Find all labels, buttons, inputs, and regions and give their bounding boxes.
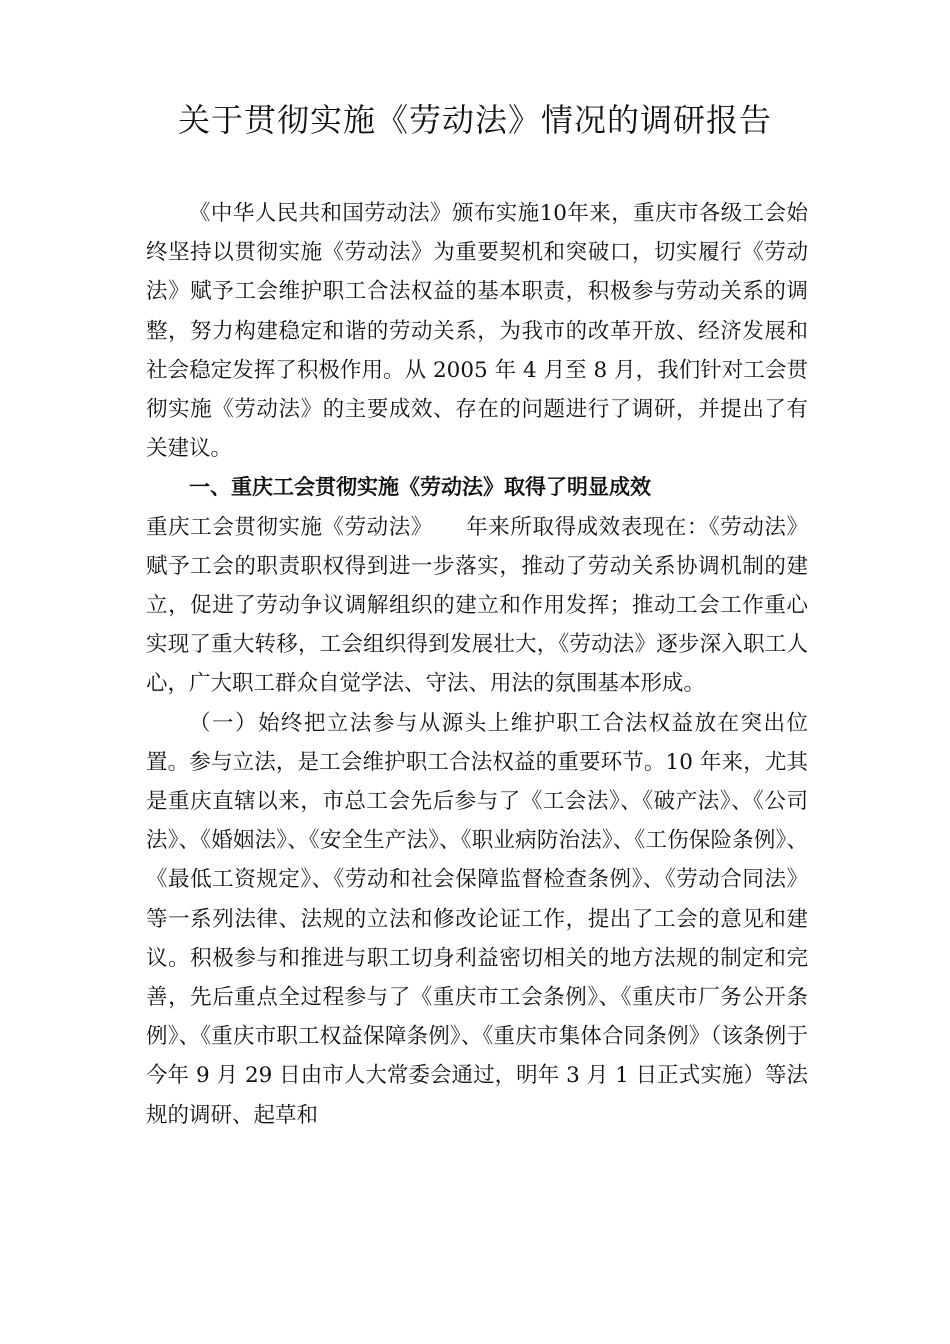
subsection-paragraph: （一）始终把立法参与从源头上维护职工合法权益放在突出位置。参与立法，是工会维护职工合法权益的重要环节。10 年来，尤其是重庆直辖以来，市总工会先后参与了《工会法》、《破产法》、《公司法》、《婚姻法》、《安全生产法》、《职业病防治法》、《工伤保险条例》、《最低工资规定》、《劳动和社会保障监督检查条例》、《劳动合同法》等一系列法律、法规的立法和修改论证工作，提出了工会的意见和建议。积极参与和推进与职工切身利益密切相关的地方法规的制定和完善，先后重点全过程参与了《重庆市工会条例》、《重庆市厂务公开条例》、《重庆市职工权益保障条例》、《重庆市集体合同条例》（该条例于今年 9 月 29 日由市人大常委会通过，明年 3 月 1 日正式实施）等法规的调研、起草和 <box>146 710 808 1128</box>
section-heading: 一、重庆工会贯彻实施《劳动法》取得了明显成效 <box>189 475 651 500</box>
summary-paragraph: 重庆工会贯彻实施《劳动法》 年来所取得成效表现在：《劳动法》赋予工会的职责职权得到进一步落实，推动了劳动关系协调机制的建立，促进了劳动争议调解组织的建立和作用发挥；推动工会工作重心实现了重大转移，工会组织得到发展壮大，《劳动法》逐步深入职工人心，广大职工群众自觉学法、守法、用法的氛围基本形成。 <box>146 514 808 697</box>
document-body <box>146 194 808 1135</box>
document-title: 关于贯彻实施《劳动法》情况的调研报告 <box>177 101 772 139</box>
intro-paragraph: 《中华人民共和国劳动法》颁布实施10年来，重庆市各级工会始终坚持以贯彻实施《劳动法》为重要契机和突破口，切实履行《劳动法》赋予工会维护职工合法权益的基本职责，积极参与劳动关系的调整，努力构建稳定和谐的劳动关系，为我市的改革开放、经济发展和社会稳定发挥了积极作用。从 2005 年 4 月至 8 月，我们针对工会贯彻实施《劳动法》的主要成效、存在的问题进行了调研，并提出了有关建议。 <box>146 201 808 462</box>
